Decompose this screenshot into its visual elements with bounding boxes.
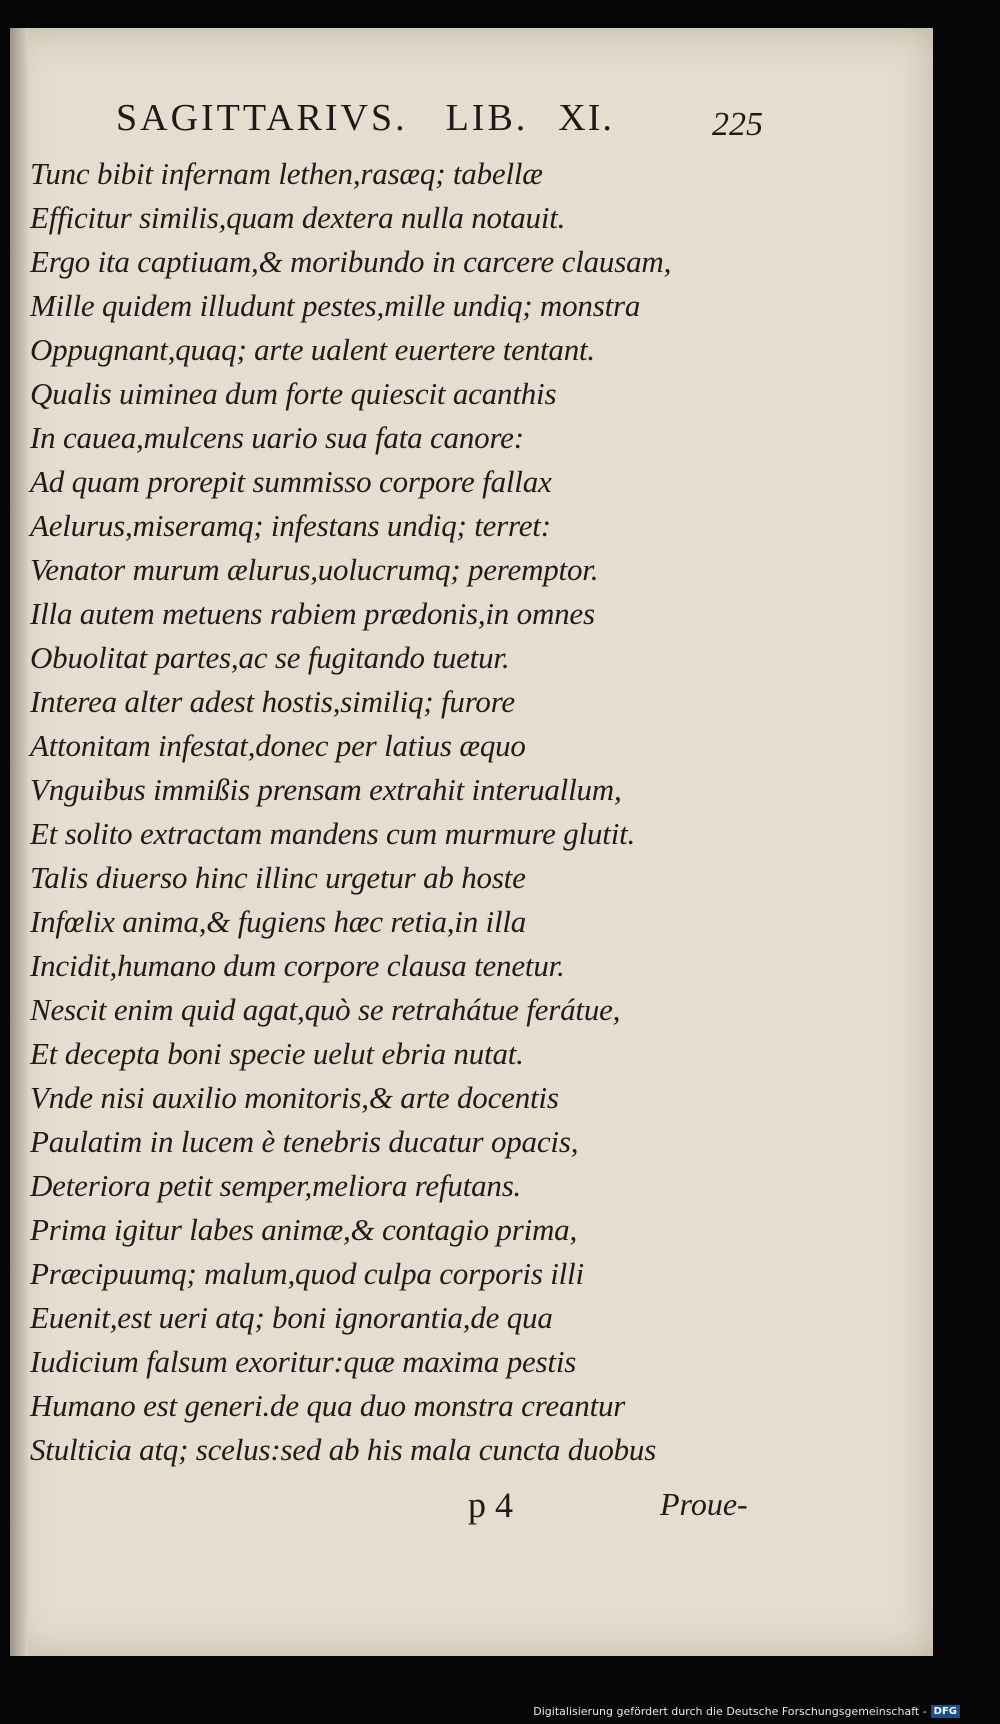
verse-line: Humano est generi.de qua duo monstra creantur bbox=[30, 1388, 626, 1423]
verse-line: Interea alter adest hostis,similiq; furore bbox=[30, 684, 515, 719]
verse-line: Venator murum ælurus,uolucrumq; peremptor. bbox=[30, 552, 599, 587]
running-head-book-number: XI. bbox=[558, 97, 614, 139]
verse-line: Ergo ita captiuam,& moribundo in carcere clausam, bbox=[30, 244, 672, 279]
verse-line: Incidit,humano dum corpore clausa tenetur. bbox=[30, 948, 565, 983]
verse-line: Tunc bibit infernam lethen,rasæq; tabellæ bbox=[30, 156, 543, 191]
verse-line: Obuolitat partes,ac se fugitando tuetur. bbox=[30, 640, 510, 675]
verse-line: Prima igitur labes animæ,& contagio prima, bbox=[30, 1212, 578, 1247]
verse-line: Paulatim in lucem è tenebris ducatur opacis, bbox=[30, 1124, 579, 1159]
verse-line: Infœlix anima,& fugiens hæc retia,in illa bbox=[30, 904, 527, 939]
verse-line: Oppugnant,quaq; arte ualent euertere tentant. bbox=[30, 332, 595, 367]
catchword: Proue- bbox=[660, 1486, 748, 1522]
verse-line: Stulticia atq; scelus:sed ab his mala cuncta duobus bbox=[30, 1432, 657, 1467]
verse-line: Deteriora petit semper,meliora refutans. bbox=[30, 1168, 522, 1203]
verse-block bbox=[30, 152, 910, 1472]
verse-line: Vnguibus immißis prensam extrahit interuallum, bbox=[30, 772, 622, 807]
credit-text: Digitalisierung gefördert durch die Deutsche Forschungsgemeinschaft - bbox=[533, 1705, 927, 1718]
dfg-logo: DFG bbox=[931, 1705, 960, 1718]
running-head bbox=[116, 96, 776, 152]
verse-line: Et solito extractam mandens cum murmure glutit. bbox=[30, 816, 636, 851]
verse-line: Et decepta boni specie uelut ebria nutat. bbox=[30, 1036, 524, 1071]
verse-line: Præcipuumq; malum,quod culpa corporis illi bbox=[30, 1256, 584, 1291]
verse-line: Vnde nisi auxilio monitoris,& arte docentis bbox=[30, 1080, 559, 1115]
verse-line: Talis diuerso hinc illinc urgetur ab hoste bbox=[30, 860, 526, 895]
running-head-book: LIB. bbox=[445, 97, 529, 139]
page-gutter-edge bbox=[10, 28, 28, 1656]
running-head-title: SAGITTARIVS. bbox=[116, 97, 408, 139]
verse-line: Illa autem metuens rabiem prædonis,in omnes bbox=[30, 596, 595, 631]
verse-line: Iudicium falsum exoritur:quæ maxima pestis bbox=[30, 1344, 577, 1379]
digitization-credit bbox=[533, 1705, 960, 1718]
verse-line: Nescit enim quid agat,quò se retrahátue ferátue, bbox=[30, 992, 621, 1027]
verse-line: Mille quidem illudunt pestes,mille undiq; monstra bbox=[30, 288, 641, 323]
verse-line: Attonitam infestat,donec per latius æquo bbox=[30, 728, 526, 763]
verse-line: Euenit,est ueri atq; boni ignorantia,de qua bbox=[30, 1300, 553, 1335]
verse-line: Qualis uiminea dum forte quiescit acanthis bbox=[30, 376, 557, 411]
signature-mark: p 4 bbox=[468, 1485, 513, 1525]
verse-line: Efficitur similis,quam dextera nulla notauit. bbox=[30, 200, 566, 235]
page-number: 225 bbox=[712, 106, 763, 143]
verse-line: Aelurus,miseramq; infestans undiq; terret: bbox=[30, 508, 551, 543]
verse-line: Ad quam prorepit summisso corpore fallax bbox=[30, 464, 552, 499]
verse-line: In cauea,mulcens uario sua fata canore: bbox=[30, 420, 524, 455]
